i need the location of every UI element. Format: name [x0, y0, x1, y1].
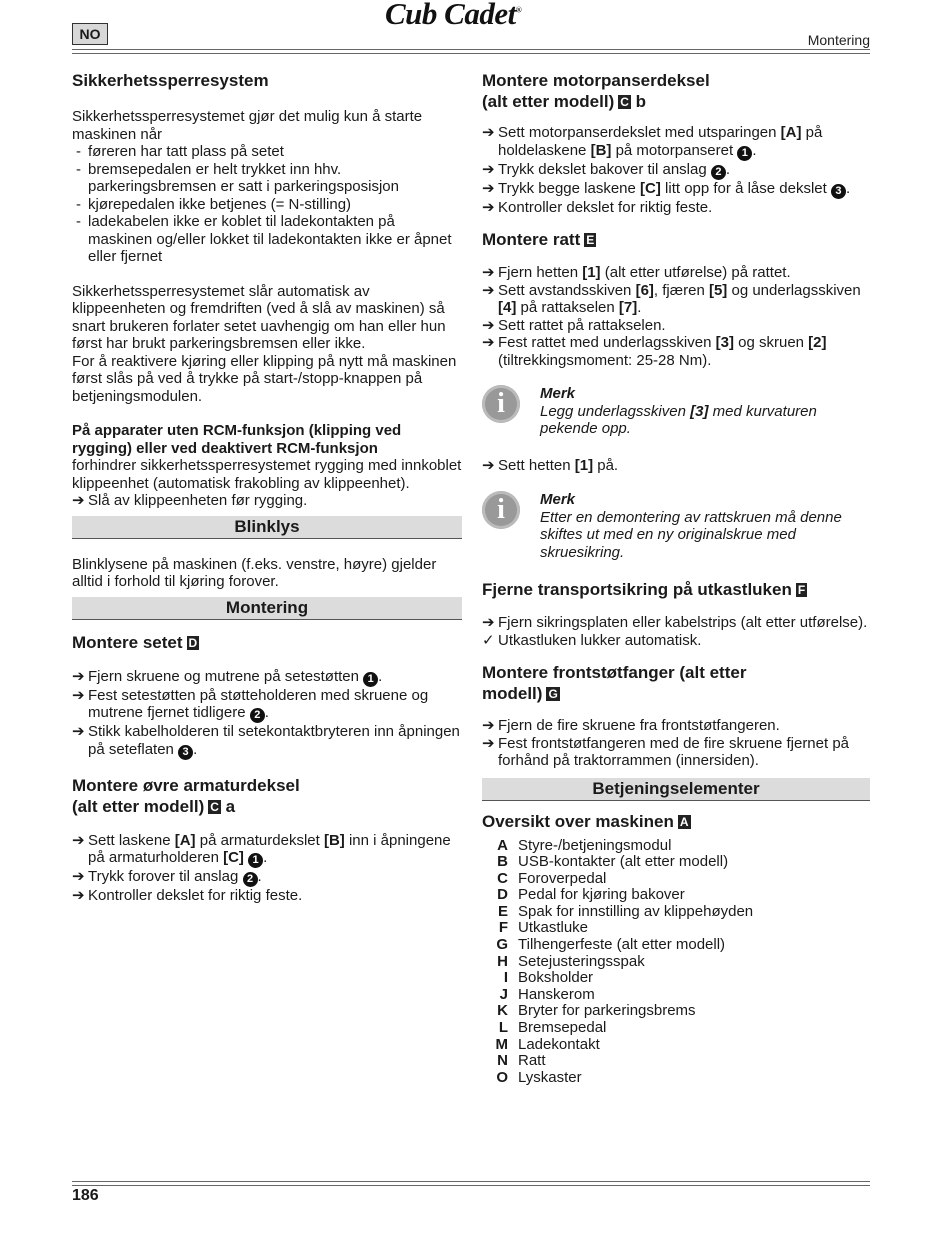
note-box: i Merk Legg underlagsskiven [3] med kurvaturen pekende opp. [482, 385, 870, 438]
info-icon: i [482, 491, 520, 529]
heading-transport: Fjerne transportsikring på utkastluken F [482, 580, 806, 599]
arrow-icon: ➔ [72, 492, 85, 509]
step-item: ➔ Sett rattet på rattakselen. [482, 316, 666, 334]
step-item: ➔ Kontroller dekslet for riktig feste. [72, 887, 303, 904]
legend-item: H Setejusteringsspak [497, 952, 645, 970]
step-item: ➔ Trykk dekslet bakover til anslag 2 . [482, 160, 731, 178]
step-item: ➔ Sett avstandsskiven [6], fjæren [5] og underlagsskiven [4] på rattakselen [7]. [482, 281, 861, 316]
brand-logo: Cub Cadet® [385, 0, 522, 31]
step-item: ➔ Fjern skruene og mutrene på setestøtten 1 . [72, 667, 383, 685]
section-bar-controls: Betjeningselementer [482, 778, 870, 801]
list-item: - føreren har tatt plass på setet [76, 143, 284, 160]
heading-seat: Montere setet D [72, 632, 198, 652]
legend-item: G Tilhengerfeste (alt etter modell) [496, 936, 726, 954]
legend-item: K Bryter for parkeringsbrems [497, 1002, 696, 1020]
step-item: ➔ Kontroller dekslet for riktig feste. [482, 198, 713, 216]
heading-safety: Sikkerhetssperresystem [72, 71, 269, 90]
rcm-text: forhindrer sikkerhetssperresystemet rygging med innkoblet klippeenhet (automatisk frakobling av klippeenhet). [72, 457, 462, 492]
right-column [482, 70, 870, 1086]
step-item: ➔ Slå av klippeenheten før rygging. [72, 492, 308, 509]
legend-item: A Styre-/betjeningsmodul [497, 836, 672, 854]
blink-text: Blinklysene på maskinen (f.eks. venstre, høyre) gjelder alltid i forhold til kjøring forover. [72, 555, 437, 590]
legend-item: L Bremsepedal [498, 1019, 607, 1037]
legend-item: N Ratt [497, 1052, 546, 1070]
section-bar-blinklys: Blinklys [72, 516, 462, 539]
bottom-rule [72, 1181, 870, 1186]
step-item: ➔ Fest rattet med underlagsskiven [3] og skruen [2] (tiltrekkingsmoment: 25-28 Nm). [482, 334, 827, 369]
legend-item: D Pedal for kjøring bakover [497, 886, 685, 904]
heading-armature: Montere øvre armaturdeksel [72, 775, 300, 795]
heading-wheel: Montere ratt E [482, 230, 595, 249]
list-item: - bremsepedalen er helt trykket inn hhv. parkeringsbremsen er satt i parkeringsposisjon [76, 160, 399, 195]
heading-bumper-sub: modell) G [482, 684, 558, 703]
step-item: ➔ Fjern sikringsplaten eller kabelstrips (alt etter utførelse). [482, 614, 868, 631]
list-item: - kjørepedalen ikke betjenes (= N-stilling) [76, 195, 352, 213]
step-item: ➔ Trykk forover til anslag 2 . [72, 868, 262, 885]
rcm-heading: På apparater uten RCM-funksjon (klipping ved rygging) eller ved deaktivert RCM-funksjon [72, 422, 402, 457]
step-item: ➔ Sett laskene [A] på armaturdekslet [B] inn i åpningene på armaturholderen [C] 1 . [72, 831, 451, 866]
step-item: ➔ Sett hetten [1] på. [482, 456, 619, 474]
legend-item: E Spak for innstilling av klippehøyden [497, 902, 754, 920]
result-item: ✓ Utkastluken lukker automatisk. [482, 631, 702, 649]
safety-paragraph: Sikkerhetssperresystemet slår automatisk av klippeenheten og fremdriften (ved å slå av maskinen) så snart brukeren forlater setet uavhengig om han eller hun først har brukt parkeringsbremsen eller ikke. [72, 282, 446, 352]
legend-item: C Foroverpedal [497, 869, 607, 887]
list-item: - ladekabelen ikke er koblet til ladekontakten på maskinen og/eller lokket til ladekontakten ikke er åpnet eller fjernet [76, 213, 452, 265]
legend-item: J Hanskerom [499, 985, 595, 1003]
step-item: ➔ Fest frontstøtfangeren med de fire skruene fjernet på forhånd på traktorrammen (innersiden). [482, 734, 850, 769]
step-item: ➔ Sett motorpanserdekslet med utsparingen [A] på holdelaskene [B] på motorpanseret 1 . [482, 124, 823, 159]
section-header: Montering [807, 32, 870, 48]
step-item: ➔ Fjern de fire skruene fra frontstøtfangeren. [482, 717, 780, 734]
heading-armature-sub: (alt etter modell) C a [72, 796, 236, 816]
heading-hood-sub: (alt etter modell) C b [482, 92, 647, 111]
legend-item: M Ladekontakt [495, 1035, 600, 1053]
info-icon: i [482, 385, 520, 423]
check-icon: ✓ [482, 631, 495, 649]
legend-item: F Utkastluke [498, 919, 589, 937]
section-bar-montering: Montering [72, 597, 462, 620]
safety-intro: Sikkerhetssperresystemet gjør det mulig kun å starte maskinen når [72, 108, 423, 143]
heading-overview: Oversikt over maskinen A [482, 811, 689, 831]
legend-item: B USB-kontakter (alt etter modell) [497, 853, 729, 871]
legend-list [482, 838, 870, 1087]
step-item: ➔ Fjern hetten [1] (alt etter utførelse) på rattet. [482, 264, 791, 281]
heading-hood: Montere motorpanserdeksel [482, 71, 710, 90]
left-column [72, 70, 462, 905]
page-number: 186 [72, 1187, 99, 1204]
language-badge: NO [72, 23, 108, 45]
step-item: ➔ Trykk begge laskene [C] litt opp for å låse dekslet 3 . [482, 179, 851, 197]
top-rule [72, 49, 870, 54]
heading-bumper: Montere frontstøtfanger (alt etter [482, 663, 747, 682]
safety-paragraph: For å reaktivere kjøring eller klipping på nytt må maskinen først slås på ved å trykke på start-/stopp-knappen på betjeningsmodulen. [72, 352, 457, 405]
step-item: ➔ Fest setestøtten på støtteholderen med skruene og mutrene fjernet tidligere 2 . [72, 686, 429, 721]
note-box: i Merk Etter en demontering av rattskruen må denne skiftes ut med en ny originalskrue med skruesikring. [482, 491, 870, 561]
step-item: ➔ Stikk kabelholderen til setekontaktbryteren inn åpningen på seteflaten 3 . [72, 723, 460, 758]
legend-item: I Boksholder [503, 969, 594, 987]
legend-item: O Lyskaster [496, 1068, 582, 1086]
